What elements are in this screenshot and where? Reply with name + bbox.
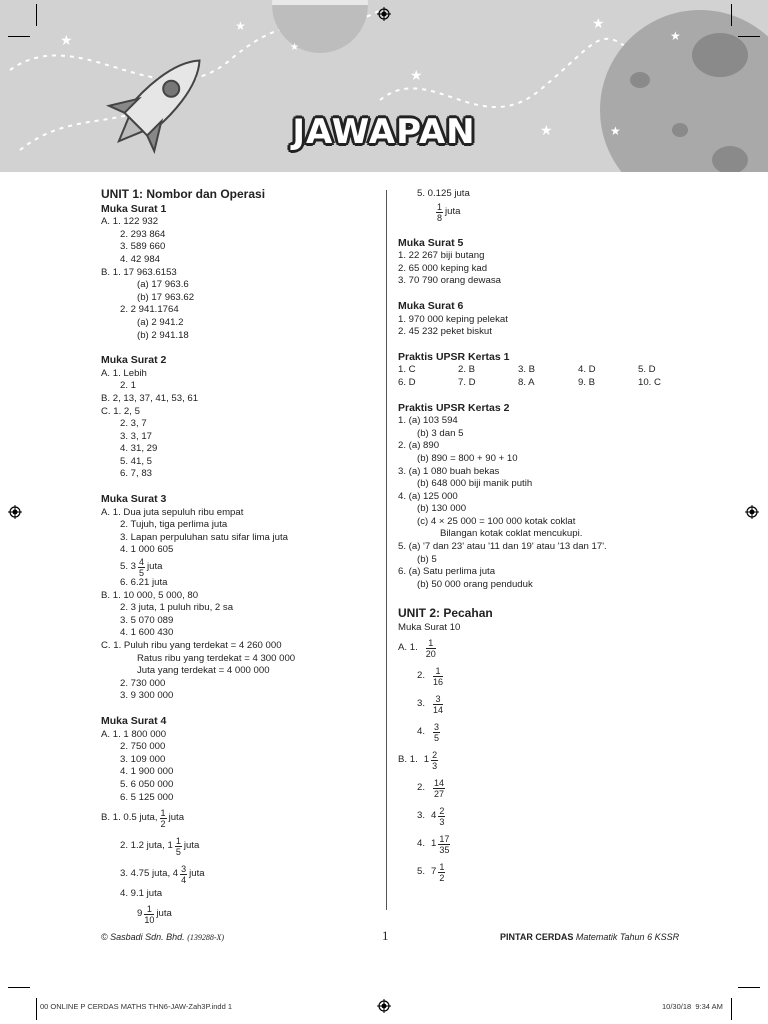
unit-text: juta xyxy=(189,867,205,879)
fraction-numerator: 3 xyxy=(434,722,440,733)
fraction-numerator: 1 xyxy=(439,862,445,873)
fraction-numerator: 1 xyxy=(433,666,443,677)
unit-text: juta xyxy=(147,560,163,572)
crop-mark xyxy=(36,998,37,1020)
fraction-denominator: 2 xyxy=(160,818,166,829)
fraction-answer xyxy=(398,635,698,663)
fraction-answer xyxy=(398,747,698,775)
fraction xyxy=(438,834,450,855)
svg-text:★: ★ xyxy=(592,16,605,32)
mixed-whole: 9 xyxy=(137,908,143,920)
answer-line: Bilangan kotak coklat mencukupi. xyxy=(440,528,583,540)
answer-line: 2. 1 xyxy=(120,380,137,392)
fraction xyxy=(433,722,440,743)
answer-line: 6. 5 125 000 xyxy=(120,791,174,803)
fraction-answer xyxy=(398,803,698,831)
answer-line: 3. Lapan perpuluhan satu sifar lima juta xyxy=(120,531,288,543)
fraction-numerator: 1 xyxy=(437,202,443,213)
mcq-answer: 2. B xyxy=(458,364,476,376)
fraction-numerator: 3 xyxy=(181,863,187,874)
answer-line: (b) 5 xyxy=(417,553,437,565)
fraction xyxy=(138,557,145,578)
svg-text:★: ★ xyxy=(290,42,299,53)
fraction-denominator: 4 xyxy=(181,874,187,885)
svg-text:★: ★ xyxy=(60,33,73,49)
section-heading: Muka Surat 5 xyxy=(398,236,464,249)
fraction xyxy=(144,904,154,925)
mcq-answer: 8. A xyxy=(518,376,535,388)
answer-line: 5. 0.125 juta xyxy=(417,188,470,199)
fraction-denominator: 35 xyxy=(439,845,450,856)
print-slug-date xyxy=(662,1002,723,1011)
svg-text:★: ★ xyxy=(670,29,681,43)
answer-line: 2. 293 864 xyxy=(120,228,166,240)
fraction-answer xyxy=(398,719,698,747)
section-heading: Praktis UPSR Kertas 1 xyxy=(398,350,510,363)
section-heading: Muka Surat 4 xyxy=(101,714,167,727)
fraction xyxy=(438,806,445,827)
answer-line: (b) 130 000 xyxy=(417,503,467,515)
book-title xyxy=(500,932,679,942)
mcq-answer: 6. D xyxy=(398,376,416,388)
fraction xyxy=(433,778,445,799)
fraction-denominator: 3 xyxy=(439,817,445,828)
mcq-row xyxy=(398,364,698,377)
answer-line: A. 1. 122 932 xyxy=(101,216,159,228)
answer-line: B. 1. 17 963.6153 xyxy=(101,266,177,278)
answer-line: 2. 730 000 xyxy=(120,677,166,689)
answer-line: 4. 1 600 430 xyxy=(120,627,174,639)
fraction-denominator: 14 xyxy=(433,705,444,716)
fraction-numerator: 17 xyxy=(439,834,450,845)
answer-line: (c) 4 × 25 000 = 100 000 kotak coklat xyxy=(417,515,576,527)
answer-text: B. 1. 0.5 juta, xyxy=(101,811,158,823)
crop-mark xyxy=(738,36,760,37)
answer-label: 2. xyxy=(417,670,426,682)
fraction-answer-list xyxy=(398,635,698,887)
answer-line: Juta yang terdekat = 4 000 000 xyxy=(137,665,270,677)
fraction-denominator: 8 xyxy=(437,213,443,224)
header-banner xyxy=(0,0,768,172)
answer-label: 3. xyxy=(417,698,426,710)
fraction-numerator: 14 xyxy=(434,778,445,789)
mixed-whole: 5. 3 xyxy=(120,560,137,572)
unit-text: juta xyxy=(168,811,185,823)
answer-line: 3. 589 660 xyxy=(120,241,166,253)
answer-label: 3. xyxy=(417,810,426,822)
answer-line: 5. 6 050 000 xyxy=(120,778,174,790)
fraction-denominator: 3 xyxy=(432,761,438,772)
fraction xyxy=(436,202,443,223)
fraction-answer xyxy=(398,663,698,691)
svg-text:★: ★ xyxy=(610,124,621,138)
section-heading: Muka Surat 1 xyxy=(101,202,167,215)
answer-line: 3. 9 300 000 xyxy=(120,690,174,702)
crop-mark xyxy=(8,987,30,988)
section-heading: Muka Surat 6 xyxy=(398,299,464,312)
fraction-answer xyxy=(398,831,698,859)
mixed-whole: 1 xyxy=(423,754,430,766)
answer-line: (b) 50 000 orang penduduk xyxy=(417,578,533,590)
answer-line: 6. 7, 83 xyxy=(120,468,153,480)
answer-line: A. 1. 1 800 000 xyxy=(101,728,167,740)
column-divider xyxy=(386,190,387,910)
fraction xyxy=(433,666,443,687)
crop-mark xyxy=(738,987,760,988)
slug-date: 10/30/18 xyxy=(662,1002,692,1011)
answer-line: (a) 2 941.2 xyxy=(137,316,184,328)
slug-time: 9:34 AM xyxy=(695,1002,723,1011)
page-number: 1 xyxy=(382,928,389,943)
answer-line: 2. 45 232 peket biskut xyxy=(398,326,492,338)
answer-line: 1. (a) 103 594 xyxy=(398,415,458,427)
registration-mark-icon xyxy=(377,999,391,1013)
print-slug-file: 00 ONLINE P CERDAS MATHS THN6-JAW-Zah3P.indd 1 xyxy=(40,1002,233,1011)
fraction-answer xyxy=(398,859,698,887)
registration-mark-icon xyxy=(377,7,391,21)
answer-line: (b) 3 dan 5 xyxy=(417,427,464,439)
answer-line: B. 1. 10 000, 5 000, 80 xyxy=(101,589,199,601)
answer-line: 3. 3, 17 xyxy=(120,430,153,442)
fraction-answer xyxy=(398,775,698,803)
crop-mark xyxy=(8,36,30,37)
mcq-answer: 3. B xyxy=(518,364,536,376)
answer-line: 3. 5 070 089 xyxy=(120,614,174,626)
answer-label: B. 1. xyxy=(398,754,418,766)
fraction xyxy=(175,836,182,857)
answer-label: 4. xyxy=(417,726,426,738)
answer-line: 2. 2 941.1764 xyxy=(120,304,179,316)
svg-text:★: ★ xyxy=(410,68,423,84)
answer-line: 4. 9.1 juta xyxy=(120,888,163,900)
fraction-denominator: 16 xyxy=(433,677,444,688)
section-heading: Praktis UPSR Kertas 2 xyxy=(398,401,510,414)
registration-mark-icon xyxy=(8,505,22,519)
answer-line: 1. 970 000 keping pelekat xyxy=(398,313,508,325)
unit-heading: UNIT 1: Nombor dan Operasi xyxy=(101,187,266,201)
book-title-italic: Matematik Tahun 6 KSSR xyxy=(575,932,680,942)
answer-line: (b) 890 = 800 + 90 + 10 xyxy=(417,452,518,464)
mcq-answer: 9. B xyxy=(578,376,596,388)
unit-heading: UNIT 2: Pecahan xyxy=(398,606,493,621)
answer-text: 2. 1.2 juta, 1 xyxy=(120,839,173,851)
answer-text: 3. 4.75 juta, 4 xyxy=(120,867,179,879)
svg-text:★: ★ xyxy=(540,123,553,139)
answer-line: (b) 17 963.62 xyxy=(137,291,195,303)
answer-line: 2. (a) 890 xyxy=(398,440,440,452)
mcq-answer: 10. C xyxy=(638,376,661,388)
svg-text:★: ★ xyxy=(235,19,246,33)
fraction xyxy=(426,638,436,659)
answer-label: A. 1. xyxy=(398,642,418,654)
crop-mark xyxy=(731,998,732,1020)
copyright-text: © Sasbadi Sdn. Bhd. xyxy=(101,932,185,942)
fraction xyxy=(160,808,167,829)
fraction-denominator: 20 xyxy=(425,649,436,660)
fraction-numerator: 4 xyxy=(139,556,145,567)
answer-line xyxy=(398,201,698,225)
answer-line xyxy=(101,804,377,832)
mixed-whole: 7 xyxy=(431,866,437,878)
fraction xyxy=(433,694,443,715)
answer-line: 4. 42 984 xyxy=(120,253,161,265)
answer-line: 2. 3 juta, 1 puluh ribu, 2 sa xyxy=(120,602,234,614)
answer-line: Ratus ribu yang terdekat = 4 300 000 xyxy=(137,652,296,664)
answer-line xyxy=(101,901,377,929)
section-subheading: Muka Surat 10 xyxy=(398,622,461,634)
answer-label: 2. xyxy=(417,782,426,794)
answer-line: 2. 65 000 keping kad xyxy=(398,262,488,274)
fraction xyxy=(180,864,187,885)
book-title-bold: PINTAR CERDAS xyxy=(500,932,574,942)
fraction-denominator: 5 xyxy=(434,733,440,744)
answer-line: 4. (a) 125 000 xyxy=(398,490,458,502)
crop-mark xyxy=(731,4,732,26)
answer-line: 6. (a) Satu perlima juta xyxy=(398,566,496,578)
section-heading: Muka Surat 3 xyxy=(101,493,167,506)
answer-line: C. 1. Puluh ribu yang terdekat = 4 260 000 xyxy=(101,640,282,651)
fraction-numerator: 1 xyxy=(426,638,436,649)
copyright xyxy=(101,932,224,942)
answer-line xyxy=(101,557,377,577)
answer-line: A. 1. Dua juta sepuluh ribu empat xyxy=(101,506,244,518)
fraction-answer xyxy=(398,691,698,719)
answer-line: 3. 70 790 orang dewasa xyxy=(398,275,501,287)
page-title: JAWAPAN xyxy=(292,112,476,152)
unit-text: juta xyxy=(183,839,200,851)
fraction-denominator: 27 xyxy=(434,789,445,800)
answer-line: 4. 1 000 605 xyxy=(120,544,174,556)
answer-line: 5. (a) '7 dan 23' atau '11 dan 19' atau '13 dan 17'. xyxy=(398,541,607,553)
unit-text: juta xyxy=(445,206,461,218)
answer-line: 5. 41, 5 xyxy=(120,455,153,467)
answer-line: 3. (a) 1 080 buah bekas xyxy=(398,465,500,477)
left-column xyxy=(101,188,377,929)
section-heading: Muka Surat 2 xyxy=(101,354,167,367)
answer-line: 4. 1 900 000 xyxy=(120,766,174,778)
answer-line: 2. Tujuh, tiga perlima juta xyxy=(120,519,228,531)
answer-line: (b) 648 000 biji manik putih xyxy=(417,478,533,490)
fraction xyxy=(438,862,445,883)
unit-text: juta xyxy=(156,908,172,920)
answer-line: C. 1. 2, 5 xyxy=(101,405,140,417)
answer-label: 5. xyxy=(417,866,426,878)
right-column xyxy=(398,188,698,887)
fraction-numerator: 1 xyxy=(144,904,154,915)
mixed-whole: 4 xyxy=(431,810,437,822)
answer-line: 2. 3, 7 xyxy=(120,418,147,430)
fraction-numerator: 1 xyxy=(160,807,166,818)
registration-number: (139288-X) xyxy=(187,933,225,942)
answer-label: 4. xyxy=(417,838,426,850)
answer-line: (b) 2 941.18 xyxy=(137,329,189,341)
mcq-answer: 7. D xyxy=(458,376,476,388)
registration-mark-icon xyxy=(745,505,759,519)
fraction-numerator: 3 xyxy=(433,694,443,705)
fraction-denominator: 2 xyxy=(439,873,445,884)
mcq-answer: 4. D xyxy=(578,364,596,376)
answer-line: 4. 31, 29 xyxy=(120,443,158,455)
answer-line: (a) 17 963.6 xyxy=(137,279,189,291)
fraction-denominator: 5 xyxy=(139,567,145,578)
answer-line: B. 2, 13, 37, 41, 53, 61 xyxy=(101,392,199,404)
answer-line: A. 1. Lebih xyxy=(101,367,147,379)
mcq-answer: 1. C xyxy=(398,364,416,376)
answer-line: 6. 6.21 juta xyxy=(120,577,168,589)
crop-mark xyxy=(36,4,37,26)
answer-line xyxy=(101,860,377,888)
fraction-numerator: 1 xyxy=(175,835,181,846)
mcq-answer: 5. D xyxy=(638,364,656,376)
fraction-numerator: 2 xyxy=(432,750,438,761)
fraction-denominator: 5 xyxy=(175,846,181,857)
fraction-denominator: 10 xyxy=(144,915,155,926)
answer-line: 3. 109 000 xyxy=(120,753,166,765)
answer-line: 2. 750 000 xyxy=(120,741,166,753)
fraction-numerator: 2 xyxy=(439,806,445,817)
answer-line xyxy=(101,832,377,860)
mcq-row xyxy=(398,377,698,390)
fraction xyxy=(431,750,438,771)
mixed-whole: 1 xyxy=(431,838,437,850)
answer-line: 1. 22 267 biji butang xyxy=(398,250,485,262)
